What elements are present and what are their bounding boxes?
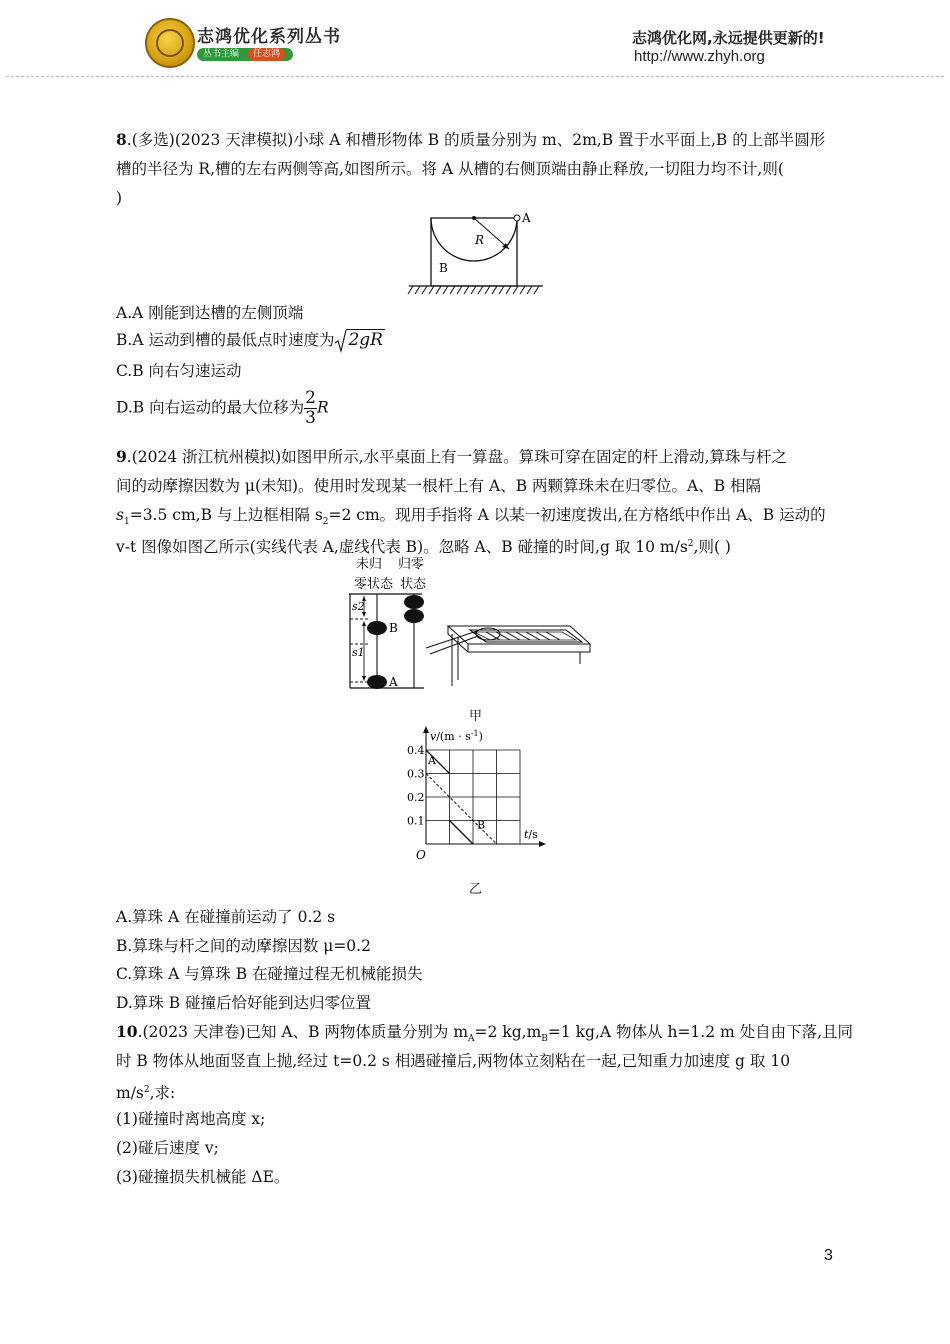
fig1-bead-A: A: [389, 675, 398, 689]
q9-vt-chart: [396, 724, 556, 864]
series-A-segment: [450, 821, 474, 845]
q8-line-2: 槽的半径为 R,槽的左右两侧等高,如图所示。将 A 从槽的右侧顶端由静止释放,一切阻力均不计,则(: [116, 160, 784, 178]
s2-subscript: 2: [322, 517, 329, 528]
fig1-col1-top: 未归: [356, 557, 383, 572]
tagline-editor-name: 任志鸿: [248, 48, 285, 61]
chart-y-axis-arrow: [423, 726, 429, 733]
q10-text-1b: =2 kg,m: [474, 1023, 542, 1041]
fig1-s2-label: s2: [352, 600, 365, 613]
q10-text-1c: =1 kg,A 物体从 h=1.2 m 处自由下落,且同: [547, 1023, 854, 1041]
q10-line-3: [116, 1079, 175, 1104]
tagline-editor-label: 丛书主编: [203, 49, 240, 59]
series-label-B: B: [477, 818, 486, 832]
q9-text-4-sup: 2: [687, 539, 694, 549]
q9-line-1: [116, 446, 787, 468]
q9-text-1: .(2024 浙江杭州模拟)如图甲所示,水平桌面上有一算盘。算珠可穿在固定的杆上滑动,算珠与杆之: [126, 448, 788, 466]
q10-text-3a: m/s: [116, 1084, 144, 1103]
q10-line-2: 时 B 物体从地面竖直上抛,经过 t=0.2 s 相遇碰撞后,两物体立刻粘在一起,已知重力加速度 g 取 10: [116, 1052, 791, 1070]
q8-figure-trough: [405, 206, 550, 298]
q10-part-2: (2)碰后速度 v;: [116, 1139, 219, 1157]
chart-x-axis-arrow: [539, 841, 546, 847]
q8-option-D: [116, 389, 329, 428]
q8-option-B-text: B.A 运动到槽的最低点时速度为: [116, 331, 335, 349]
fig1-bead-B: B: [389, 621, 398, 635]
q10-text-1a: .(2023 天津卷)已知 A、B 两物体质量分别为 m: [137, 1023, 469, 1041]
q10-line-1: [116, 1021, 853, 1050]
s1-subscript: 1: [123, 517, 130, 528]
brand-title: 志鸿优化系列丛书: [197, 27, 341, 47]
q8-text-1: .(多选)(2023 天津模拟)小球 A 和槽形物体 B 的质量分别为 m、2m,B 置于水平面上,B 的上部半圆形: [126, 131, 826, 149]
page-header: [0, 0, 950, 90]
q8-number: 8: [116, 130, 127, 149]
chart-origin-label: O: [416, 848, 426, 862]
fraction: [304, 389, 317, 428]
publisher-logo-icon: [145, 18, 195, 68]
chart-y-label: $v/(m \cdot s^{-1})$: [430, 729, 483, 743]
q8-label-B: B: [439, 261, 448, 275]
q8-label-R: R: [475, 233, 485, 247]
fig1-caption: 甲: [469, 709, 483, 724]
series-B-segment: [426, 774, 497, 845]
y-tick-label: 0.4: [407, 744, 425, 757]
q9-option-B: B.算珠与杆之间的动摩擦因数 μ=0.2: [116, 937, 371, 955]
q10-sub-B: B: [541, 1034, 548, 1045]
q10-sub-A: A: [468, 1034, 475, 1045]
header-slogan: 志鸿优化网,永远提供更新的!: [632, 29, 825, 47]
fraction-numerator: 2: [305, 388, 316, 408]
q8-option-C: C.B 向右匀速运动: [116, 362, 242, 380]
q9-option-C: C.算珠 A 与算珠 B 在碰撞过程无机械能损失: [116, 965, 423, 983]
s1-symbol: s: [116, 506, 124, 524]
sqrt-radicand: 2gR: [348, 330, 383, 350]
q9-number: 9: [116, 447, 127, 466]
q10-part-3: (3)碰撞损失机械能 ΔE。: [116, 1168, 290, 1186]
q10-number: 10: [116, 1022, 138, 1041]
fig2-caption: 乙: [469, 882, 483, 897]
q9-text-4b: ,则( ): [693, 538, 731, 557]
q10-text-3-sup: 2: [143, 1085, 150, 1095]
q9-line-2: 间的动摩擦因数为 μ(未知)。使用时发现某一根杆上有 A、B 两颗算珠未在归零位。A、B 相隔: [116, 477, 762, 495]
q9-text-4a: v-t 图像如图乙所示(实线代表 A,虚线代表 B)。忽略 A、B 碰撞的时间,g 取 10 m/s: [116, 538, 688, 557]
series-label-A: A: [428, 754, 436, 767]
fig1-s1-label: s1: [352, 646, 365, 659]
chart-x-label: t/s: [524, 828, 538, 841]
page-number: 3: [824, 1247, 833, 1264]
q9-option-A: A.算珠 A 在碰撞前运动了 0.2 s: [116, 908, 336, 926]
fig1-col2-top: 归零: [398, 557, 425, 572]
fraction-denominator: 3: [305, 408, 316, 428]
q9-text-3b: =3.5 cm,B 与上边框相隔 s: [129, 506, 323, 524]
q9-text-3c: =2 cm。现用手指将 A 以某一初速度拨出,在方格纸中作出 A、B 运动的: [328, 506, 826, 524]
q10-text-3b: ,求:: [149, 1084, 176, 1103]
q8-option-A: A.A 刚能到达槽的左侧顶端: [116, 304, 304, 322]
q9-option-D: D.算珠 B 碰撞后恰好能到达归零位置: [116, 994, 372, 1012]
q9-figure-abacus: [340, 552, 610, 694]
q10-part-1: (1)碰撞时离地高度 x;: [116, 1110, 266, 1128]
q9-line-3: [116, 504, 826, 533]
fig1-col2-bot: 状态: [400, 577, 427, 592]
y-tick-label: 0.1: [407, 814, 425, 828]
q8-option-D-suffix: R: [316, 398, 329, 417]
sqrt-expression: [334, 329, 385, 351]
q8-label-A: A: [522, 211, 531, 225]
q8-option-B: [116, 329, 385, 351]
q8-option-D-text: D.B 向右运动的最大位移为: [116, 398, 305, 417]
y-tick-label: 0.3: [407, 767, 425, 781]
header-url[interactable]: http://www.zhyh.org: [634, 48, 765, 65]
fig1-col1-bot: 零状态: [354, 577, 394, 592]
q8-line-1: [116, 129, 825, 151]
q8-line-3: ): [116, 189, 123, 207]
y-tick-label: 0.2: [407, 791, 425, 804]
header-divider: [6, 76, 944, 77]
